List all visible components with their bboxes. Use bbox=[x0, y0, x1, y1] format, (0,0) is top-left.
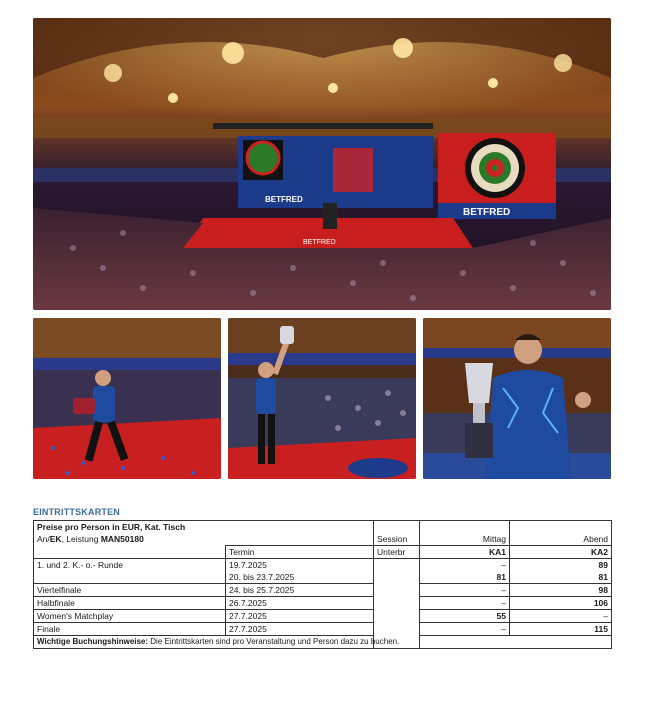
row-termin: 24. bis 25.7.2025 bbox=[226, 584, 374, 597]
row-label: Viertelfinale bbox=[34, 584, 226, 597]
row-termin: 27.7.2025 bbox=[226, 610, 374, 623]
col-session: Session bbox=[374, 521, 420, 546]
row-mittag: – bbox=[420, 597, 510, 610]
header-code-leistung: MAN50180 bbox=[100, 534, 144, 544]
row-termin: 19.7.2025 bbox=[226, 559, 374, 572]
table-row bbox=[34, 597, 612, 610]
col-abend: Abend bbox=[510, 521, 612, 546]
header-prefix: An/ bbox=[37, 534, 50, 544]
row-mittag: 55 bbox=[420, 610, 510, 623]
row-label: Women's Matchplay bbox=[34, 610, 226, 623]
row-termin: 20. bis 23.7.2025 bbox=[226, 571, 374, 584]
col-unterbr: Unterbr bbox=[374, 546, 420, 559]
table-header-cell bbox=[34, 521, 374, 546]
booking-notes-row bbox=[34, 636, 612, 649]
table-header-row bbox=[34, 521, 612, 546]
code-mittag: KA1 bbox=[420, 546, 510, 559]
screen-right-brand: BETFRED bbox=[463, 207, 511, 218]
section-title: EINTRITTSKARTEN bbox=[33, 507, 120, 517]
row-label: Finale bbox=[34, 623, 226, 636]
table-row bbox=[34, 559, 612, 572]
row-abend: 115 bbox=[510, 623, 612, 636]
row-abend: 81 bbox=[510, 571, 612, 584]
player-celebration-photo-1 bbox=[33, 318, 221, 479]
row-abend: 89 bbox=[510, 559, 612, 572]
row-termin: 27.7.2025 bbox=[226, 623, 374, 636]
table-row bbox=[34, 584, 612, 597]
stage-brand: BETFRED bbox=[303, 239, 336, 246]
row-mittag: – bbox=[420, 623, 510, 636]
row-label: Halbfinale bbox=[34, 597, 226, 610]
row-abend: 98 bbox=[510, 584, 612, 597]
booking-notes-text: Die Eintrittskarten sind pro Veranstaltung und Person dazu zu buchen. bbox=[148, 637, 400, 646]
header-mid: , Leistung bbox=[61, 534, 101, 544]
header-code-ek: EK bbox=[49, 534, 62, 544]
table-header-subtitle bbox=[37, 533, 370, 545]
price-table bbox=[33, 520, 612, 649]
booking-notes-cell bbox=[34, 636, 612, 649]
table-header-title: Preise pro Person in EUR, Kat. Tisch bbox=[37, 522, 186, 532]
table-row bbox=[34, 571, 612, 584]
code-abend: KA2 bbox=[510, 546, 612, 559]
row-mittag: – bbox=[420, 584, 510, 597]
player-celebration-photo-2 bbox=[228, 318, 416, 479]
table-row bbox=[34, 610, 612, 623]
player-trophy-photo bbox=[423, 318, 611, 479]
col-termin: Termin bbox=[226, 546, 374, 559]
row-abend: 106 bbox=[510, 597, 612, 610]
screen-left-brand: BETFRED bbox=[265, 195, 303, 204]
col-mittag: Mittag bbox=[420, 521, 510, 546]
row-mittag: – bbox=[420, 559, 510, 572]
table-row bbox=[34, 623, 612, 636]
empty-cell bbox=[34, 546, 226, 559]
row-label bbox=[34, 571, 226, 584]
row-label: 1. und 2. K.- o.- Runde bbox=[34, 559, 226, 572]
row-abend: – bbox=[510, 610, 612, 623]
row-termin: 26.7.2025 bbox=[226, 597, 374, 610]
row-mittag: 81 bbox=[420, 571, 510, 584]
table-subheader-row bbox=[34, 546, 612, 559]
booking-notes-label: Wichtige Buchungshinweise: bbox=[37, 637, 149, 646]
arena-photo bbox=[33, 18, 611, 310]
